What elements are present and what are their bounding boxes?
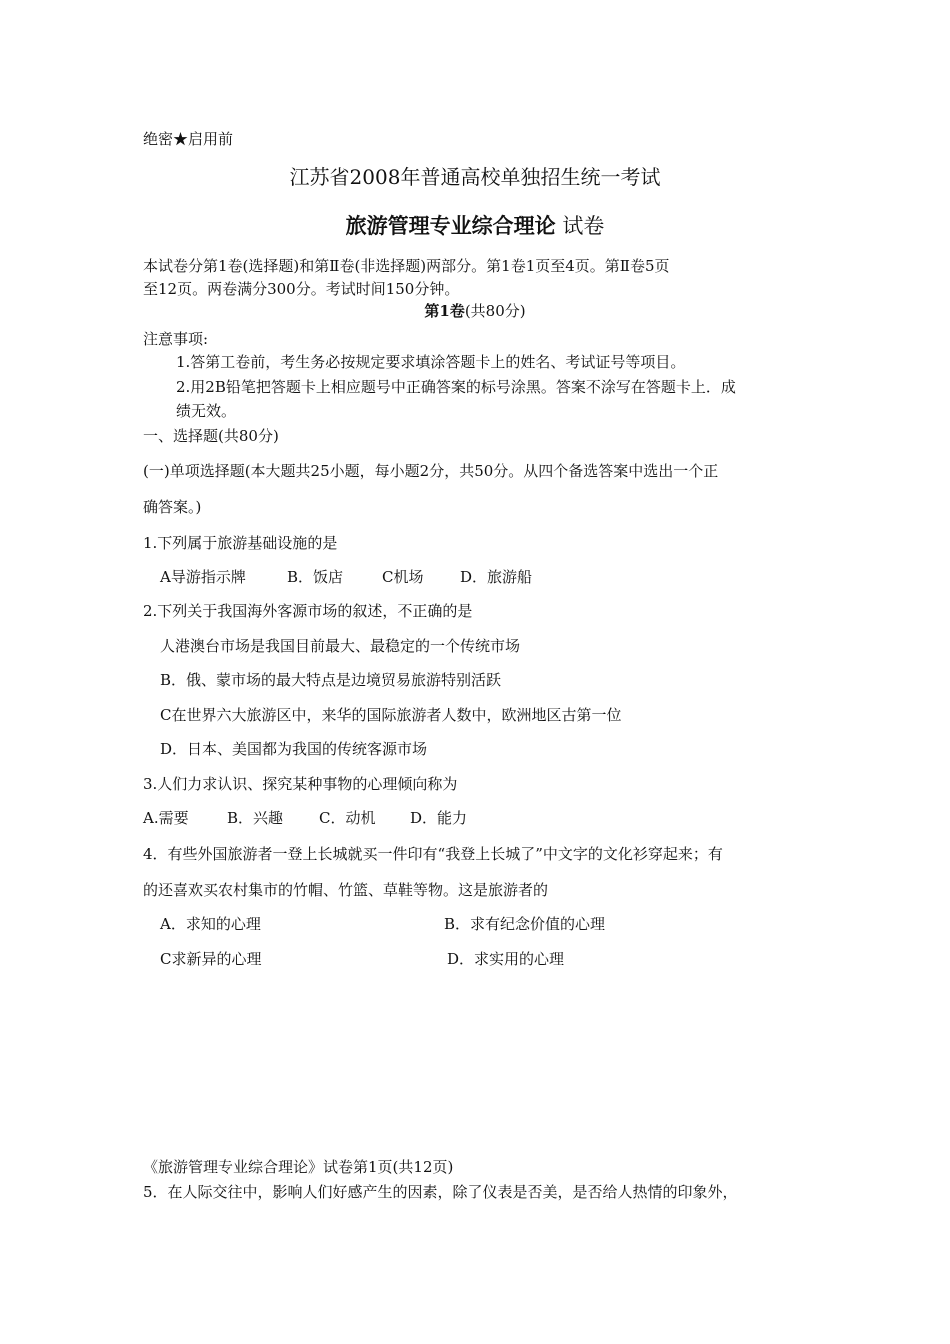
subject-title-bold: 旅游管理专业综合理论 xyxy=(345,213,556,238)
subsection-line-1: (一)单项选择题(本大题共25小题，每小题2分，共50分。从四个备选答案中选出一个正 xyxy=(143,462,719,480)
question-1-option-b: B．饭店 xyxy=(287,568,344,586)
question-2-option-d: D．日本、美国都为我国的传统客源市场 xyxy=(160,740,428,758)
volume-score: (共80分) xyxy=(464,302,526,320)
volume-heading xyxy=(0,301,950,321)
notes-item-1: 1.答第工卷前，考生务必按规定要求填涂答题卡上的姓名、考试证号等项目。 xyxy=(176,353,686,371)
subject-title-suffix: 试卷 xyxy=(555,214,605,238)
notes-heading: 注意事项: xyxy=(143,330,209,348)
question-4-option-c: C求新异的心理 xyxy=(160,950,262,968)
question-1-option-a: A导游指示牌 xyxy=(160,568,246,586)
question-1-stem: 1.下列属于旅游基础设施的是 xyxy=(143,534,338,552)
question-4-option-b: B．求有纪念价值的心理 xyxy=(444,915,606,933)
question-2-stem: 2.下列关于我国海外客源市场的叙述，不正确的是 xyxy=(143,602,473,620)
question-4-option-d: D．求实用的心理 xyxy=(447,950,565,968)
question-2-option-a: 人港澳台市场是我国目前最大、最稳定的一个传统市场 xyxy=(160,637,521,655)
intro-line-1: 本试卷分第1卷(选择题)和第Ⅱ卷(非选择题)两部分。第1卷1页至4页。第Ⅱ卷5页 xyxy=(143,257,670,275)
notes-item-2-line-1: 2.用2B铅笔把答题卡上相应题号中正确答案的标号涂黑。答案不涂写在答题卡上．成 xyxy=(176,378,736,396)
question-4-stem-line-2: 的还喜欢买农村集市的竹帽、竹篮、草鞋等物。这是旅游者的 xyxy=(143,881,549,899)
secret-mark: 绝密★启用前 xyxy=(143,130,234,148)
exam-title: 江苏省2008年普通高校单独招生统一考试 xyxy=(289,165,661,189)
notes-item-2-line-2: 绩无效。 xyxy=(176,402,237,420)
question-3-option-c: C．动机 xyxy=(319,809,376,827)
section-heading: 一、选择题(共80分) xyxy=(143,427,279,445)
volume-label: 第1卷 xyxy=(424,302,465,320)
subject-title xyxy=(0,212,950,240)
question-2-option-c: C在世界六大旅游区中，来华的国际旅游者人数中，欧洲地区古第一位 xyxy=(160,706,622,724)
question-3-option-b: B．兴趣 xyxy=(227,809,284,827)
intro-line-2: 至12页。两卷满分300分。考试时间150分钟。 xyxy=(143,280,460,298)
question-4-option-a: A．求知的心理 xyxy=(160,915,261,933)
question-3-option-a: A.需要 xyxy=(143,809,189,827)
question-3-option-d: D．能力 xyxy=(410,809,468,827)
question-1-option-c: C机场 xyxy=(382,568,424,586)
subsection-line-2: 确答案。) xyxy=(143,498,202,516)
question-1-option-d: D．旅游船 xyxy=(460,568,533,586)
question-5-stem-line-1: 5．在人际交往中，影响人们好感产生的因素，除了仪表是否美，是否给人热情的印象外， xyxy=(143,1183,738,1201)
question-3-stem: 3.人们力求认识、探究某种事物的心理倾向称为 xyxy=(143,775,458,793)
question-2-option-b: B．俄、蒙市场的最大特点是边境贸易旅游特别活跃 xyxy=(160,671,502,689)
page-footer: 《旅游管理专业综合理论》试卷第1页(共12页) xyxy=(143,1158,454,1176)
question-4-stem-line-1: 4．有些外国旅游者一登上长城就买一件印有“我登上长城了”中文字的文化衫穿起来；有 xyxy=(143,845,723,863)
